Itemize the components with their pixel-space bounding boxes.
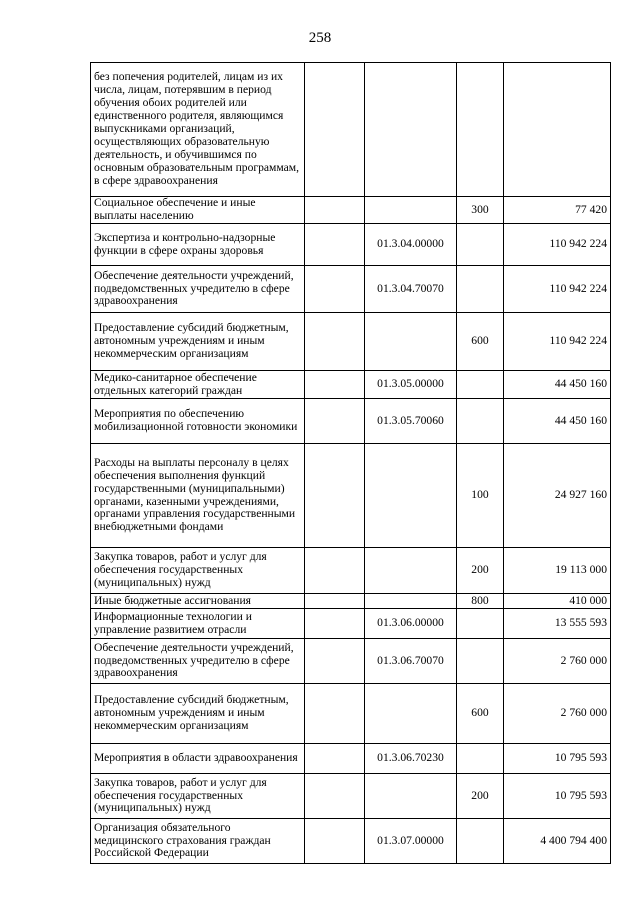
amount: 110 942 224	[504, 313, 611, 371]
empty-cell	[305, 548, 365, 594]
target-code: 01.3.05.70060	[365, 399, 457, 444]
table-row	[91, 399, 611, 444]
target-code	[365, 684, 457, 744]
expense-kind: 800	[457, 594, 504, 609]
target-code: 01.3.06.00000	[365, 609, 457, 639]
expense-kind: 600	[457, 313, 504, 371]
empty-cell	[305, 609, 365, 639]
expense-kind	[457, 819, 504, 864]
amount: 10 795 593	[504, 774, 611, 819]
empty-cell	[305, 639, 365, 684]
expense-kind: 100	[457, 444, 504, 548]
expense-kind	[457, 399, 504, 444]
row-name: Иные бюджетные ассигнования	[91, 594, 305, 609]
target-code: 01.3.04.70070	[365, 266, 457, 313]
amount: 44 450 160	[504, 399, 611, 444]
amount: 10 795 593	[504, 744, 611, 774]
row-name: Закупка товаров, работ и услуг для обеспечения государственных (муниципальных) нужд	[91, 774, 305, 819]
empty-cell	[305, 224, 365, 266]
amount: 77 420	[504, 197, 611, 224]
table-row	[91, 197, 611, 224]
row-name: Организация обязательного медицинского страхования граждан Российской Федерации	[91, 819, 305, 864]
empty-cell	[305, 313, 365, 371]
expense-kind	[457, 266, 504, 313]
target-code	[365, 197, 457, 224]
amount: 110 942 224	[504, 224, 611, 266]
row-name: Закупка товаров, работ и услуг для обеспечения государственных (муниципальных) нужд	[91, 548, 305, 594]
row-name: Расходы на выплаты персоналу в целях обеспечения выполнения функций государственными (муниципальными) органами, казенными учреждениями, органами управления государственными внебюджетными фондами	[91, 444, 305, 548]
empty-cell	[305, 444, 365, 548]
empty-cell	[305, 197, 365, 224]
row-name: Мероприятия в области здравоохранения	[91, 744, 305, 774]
row-name: Информационные технологии и управление развитием отрасли	[91, 609, 305, 639]
target-code: 01.3.07.00000	[365, 819, 457, 864]
table-row	[91, 684, 611, 744]
empty-cell	[305, 399, 365, 444]
table-row	[91, 371, 611, 399]
empty-cell	[305, 371, 365, 399]
target-code	[365, 63, 457, 197]
expense-kind: 200	[457, 548, 504, 594]
expense-kind	[457, 224, 504, 266]
amount	[504, 63, 611, 197]
amount: 110 942 224	[504, 266, 611, 313]
amount: 44 450 160	[504, 371, 611, 399]
expense-kind	[457, 63, 504, 197]
table-row	[91, 313, 611, 371]
empty-cell	[305, 744, 365, 774]
target-code: 01.3.06.70230	[365, 744, 457, 774]
amount: 13 555 593	[504, 609, 611, 639]
table-row	[91, 594, 611, 609]
amount: 24 927 160	[504, 444, 611, 548]
expense-kind: 600	[457, 684, 504, 744]
table-row	[91, 819, 611, 864]
row-name: Экспертиза и контрольно-надзорные функции в сфере охраны здоровья	[91, 224, 305, 266]
table-row	[91, 224, 611, 266]
target-code	[365, 548, 457, 594]
empty-cell	[305, 774, 365, 819]
expense-kind: 200	[457, 774, 504, 819]
target-code: 01.3.06.70070	[365, 639, 457, 684]
empty-cell	[305, 266, 365, 313]
amount: 2 760 000	[504, 684, 611, 744]
empty-cell	[305, 63, 365, 197]
expense-kind: 300	[457, 197, 504, 224]
target-code	[365, 313, 457, 371]
empty-cell	[305, 594, 365, 609]
row-name: Обеспечение деятельности учреждений, подведомственных учредителю в сфере здравоохранения	[91, 266, 305, 313]
table-row	[91, 774, 611, 819]
empty-cell	[305, 819, 365, 864]
table-row	[91, 548, 611, 594]
target-code	[365, 774, 457, 819]
row-name: Предоставление субсидий бюджетным, автономным учреждениям и иным некоммерческим организациям	[91, 313, 305, 371]
row-name: Социальное обеспечение и иные выплаты населению	[91, 197, 305, 224]
budget-table	[90, 62, 611, 864]
expense-kind	[457, 371, 504, 399]
row-name: Предоставление субсидий бюджетным, автономным учреждениям и иным некоммерческим организациям	[91, 684, 305, 744]
row-name: Медико-санитарное обеспечение отдельных категорий граждан	[91, 371, 305, 399]
amount: 410 000	[504, 594, 611, 609]
target-code: 01.3.05.00000	[365, 371, 457, 399]
amount: 4 400 794 400	[504, 819, 611, 864]
page-number: 258	[308, 30, 332, 46]
target-code: 01.3.04.00000	[365, 224, 457, 266]
row-name: Обеспечение деятельности учреждений, подведомственных учредителю в сфере здравоохранения	[91, 639, 305, 684]
expense-kind	[457, 609, 504, 639]
expense-kind	[457, 639, 504, 684]
table-row	[91, 63, 611, 197]
table-row	[91, 639, 611, 684]
table-row	[91, 266, 611, 313]
target-code	[365, 444, 457, 548]
row-name: Мероприятия по обеспечению мобилизационной готовности экономики	[91, 399, 305, 444]
target-code	[365, 594, 457, 609]
empty-cell	[305, 684, 365, 744]
expense-kind	[457, 744, 504, 774]
row-name: без попечения родителей, лицам из их числа, лицам, потерявшим в период обучения обоих родителей или единственного родителя, являющимся выпускниками организаций, осуществляющих образовательную деятельность, и обучившимся по основным образовательным программам, в сфере здравоохранения	[91, 63, 305, 197]
amount: 2 760 000	[504, 639, 611, 684]
table-row	[91, 444, 611, 548]
amount: 19 113 000	[504, 548, 611, 594]
table-row	[91, 609, 611, 639]
table-row	[91, 744, 611, 774]
